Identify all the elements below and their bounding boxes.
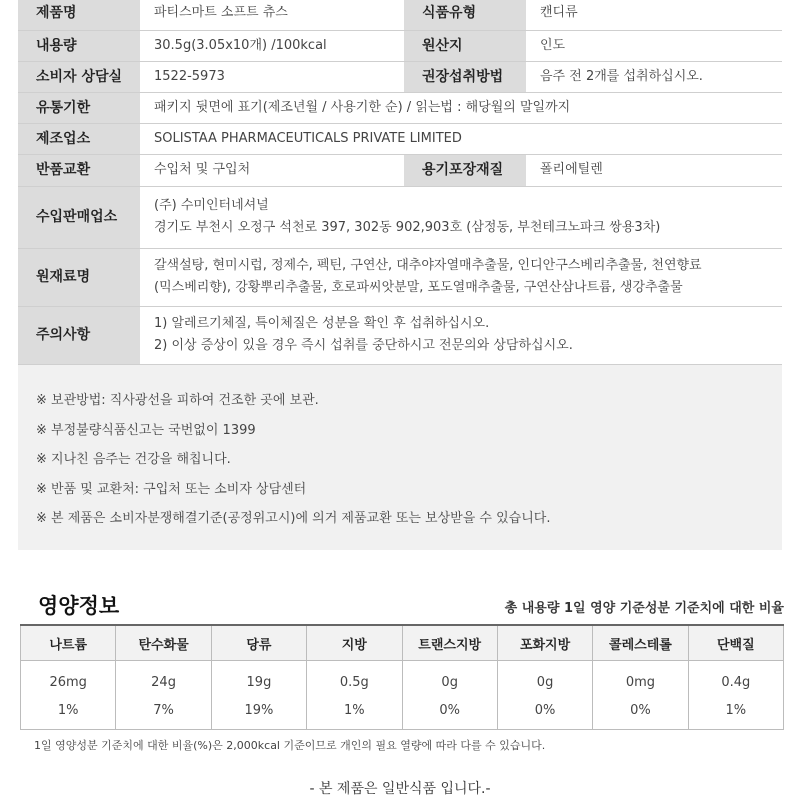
amount-protein: 0.4g — [688, 661, 783, 697]
header-carbohydrate: 탄수화물 — [116, 625, 211, 661]
product-info-table — [18, 0, 782, 365]
general-food-notice: - 본 제품은 일반식품 입니다.- — [309, 781, 491, 797]
importer-address: 경기도 부천시 오정구 석천로 397, 302동 902,903호 (삼정동, 부천테크노파크 쌍용3차) — [154, 220, 661, 235]
info-row — [18, 306, 782, 364]
note-item: ※ 보관방법: 직사광선을 피하여 건조한 곳에 보관. — [36, 393, 319, 408]
value-consumer-center: 1522-5973 — [140, 61, 404, 92]
notes-list — [36, 386, 550, 534]
value-ingredients — [140, 248, 782, 306]
value-origin: 인도 — [526, 30, 782, 61]
label-returns: 반품교환 — [18, 154, 140, 186]
percent-fat: 1% — [307, 696, 402, 730]
percent-protein: 1% — [688, 696, 783, 730]
header-sodium: 나트륨 — [21, 625, 116, 661]
nutrition-table — [20, 624, 784, 730]
value-manufacturer: SOLISTAA PHARMACEUTICALS PRIVATE LIMITED — [140, 123, 782, 154]
ingredients-line-1: 갈색설탕, 현미시럽, 정제수, 펙틴, 구연산, 대추야자열매추출물, 인디안구스베리추출물, 천연향료 — [154, 258, 702, 273]
label-cautions: 주의사항 — [18, 306, 140, 364]
value-packaging: 폴리에틸렌 — [526, 154, 782, 186]
percent-sodium: 1% — [21, 696, 116, 730]
label-food-type: 식품유형 — [404, 0, 526, 30]
label-ingredients: 원재료명 — [18, 248, 140, 306]
note-item: ※ 본 제품은 소비자분쟁해결기준(공정위고시)에 의거 제품교환 또는 보상받을 수 있습니다. — [36, 511, 551, 526]
info-row — [18, 61, 782, 92]
nutrition-amount-row — [21, 661, 784, 697]
note-item: ※ 반품 및 교환처: 구입처 또는 소비자 상담센터 — [36, 481, 307, 497]
percent-carbohydrate: 7% — [116, 696, 211, 730]
note-item: ※ 지나친 음주는 건강을 해칩니다. — [36, 452, 231, 467]
amount-saturated-fat: 0g — [497, 661, 592, 697]
value-volume: 30.5g(3.05x10개) /100kcal — [140, 30, 404, 61]
nutrition-subtitle: 총 내용량 1일 영양 기준성분 기준치에 대한 비율 — [504, 601, 784, 616]
amount-sugars: 19g — [211, 661, 306, 697]
info-row — [18, 154, 782, 186]
header-sugars: 당류 — [211, 625, 306, 661]
value-cautions — [140, 306, 782, 364]
value-product-name: 파티스마트 소프트 츄스 — [140, 0, 404, 30]
value-food-type: 캔디류 — [526, 0, 782, 30]
nutrition-title: 영양정보 — [38, 594, 120, 618]
label-consumer-center: 소비자 상담실 — [18, 61, 140, 92]
header-protein: 단백질 — [688, 625, 783, 661]
ingredients-line-2: (믹스베리향), 강황뿌리추출물, 호로파씨앗분말, 포도열매추출물, 구연산삼나트륨, 생강추출물 — [154, 280, 683, 295]
header-cholesterol: 콜레스테롤 — [593, 625, 688, 661]
label-packaging: 용기포장재질 — [404, 154, 526, 186]
importer-name: (주) 수미인터네셔널 — [154, 198, 269, 213]
note-item: ※ 부정불량식품신고는 국번없이 1399 — [36, 422, 256, 438]
info-row — [18, 186, 782, 248]
info-row — [18, 248, 782, 306]
value-recommended-intake: 음주 전 2개를 섭취하십시오. — [526, 61, 782, 92]
nutrition-percent-row — [21, 696, 784, 730]
nutrition-header-row — [21, 625, 784, 661]
nutrition-footnote: 1일 영양성분 기준치에 대한 비율(%)은 2,000kcal 기준이므로 개인의 필요 열량에 따라 다를 수 있습니다. — [34, 739, 546, 752]
label-volume: 내용량 — [18, 30, 140, 61]
label-recommended-intake: 권장섭취방법 — [404, 61, 526, 92]
value-returns: 수입처 및 구입처 — [140, 154, 404, 186]
caution-line-1: 1) 알레르기체질, 특이체질은 성분을 확인 후 섭취하십시오. — [154, 316, 490, 331]
header-trans-fat: 트랜스지방 — [402, 625, 497, 661]
info-row — [18, 30, 782, 61]
header-saturated-fat: 포화지방 — [497, 625, 592, 661]
info-row — [18, 0, 782, 30]
amount-sodium: 26mg — [21, 661, 116, 697]
label-manufacturer: 제조업소 — [18, 123, 140, 154]
caution-line-2: 2) 이상 증상이 있을 경우 즉시 섭취를 중단하시고 전문의와 상담하십시오. — [154, 338, 573, 353]
percent-trans-fat: 0% — [402, 696, 497, 730]
value-importer — [140, 186, 782, 248]
percent-saturated-fat: 0% — [497, 696, 592, 730]
amount-fat: 0.5g — [307, 661, 402, 697]
percent-sugars: 19% — [211, 696, 306, 730]
label-origin: 원산지 — [404, 30, 526, 61]
label-product-name: 제품명 — [18, 0, 140, 30]
header-fat: 지방 — [307, 625, 402, 661]
amount-carbohydrate: 24g — [116, 661, 211, 697]
label-expiry: 유통기한 — [18, 92, 140, 123]
info-row — [18, 92, 782, 123]
label-importer: 수입판매업소 — [18, 186, 140, 248]
percent-cholesterol: 0% — [593, 696, 688, 730]
value-expiry: 패키지 뒷면에 표기(제조년월 / 사용기한 순) / 읽는법 : 해당월의 말일까지 — [140, 92, 782, 123]
amount-trans-fat: 0g — [402, 661, 497, 697]
amount-cholesterol: 0mg — [593, 661, 688, 697]
info-row — [18, 123, 782, 154]
